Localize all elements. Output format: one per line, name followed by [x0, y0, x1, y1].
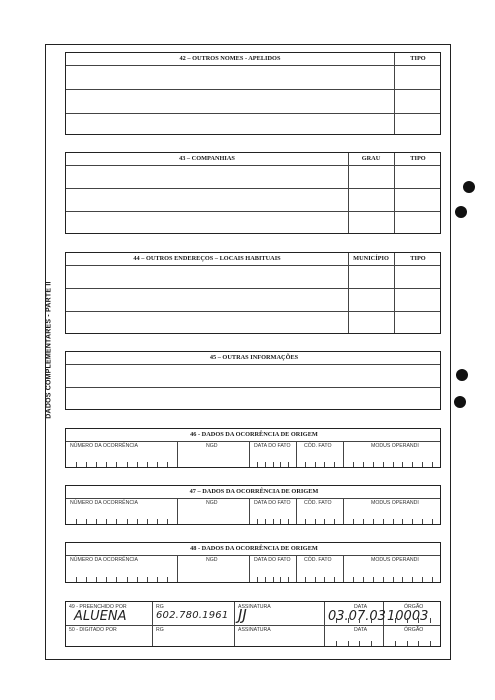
digit-tick: [407, 641, 408, 646]
digit-tick: [86, 577, 87, 582]
digit-tick: [363, 577, 364, 582]
digit-tick: [127, 577, 128, 582]
digit-tick: [280, 519, 281, 524]
handwritten-orgao: 10003: [387, 609, 429, 624]
digit-tick: [96, 577, 97, 582]
digit-tick: [432, 462, 433, 467]
digit-ticks: [66, 462, 440, 467]
handwritten-signature: JJ: [238, 606, 247, 624]
digit-tick: [167, 519, 168, 524]
section-45-title: 45 – OUTRAS INFORMAÇÕES: [209, 354, 299, 361]
digit-tick: [273, 577, 274, 582]
section-43-title: 43 – COMPANHIAS: [179, 155, 235, 162]
label-ngd: NGD: [206, 557, 218, 563]
digit-tick: [288, 577, 289, 582]
digit-ticks: [66, 577, 440, 582]
label-assinatura-2: ASSINATURA: [238, 627, 271, 633]
digit-tick: [334, 462, 335, 467]
label-modus-operandi: MODUS OPERANDI: [371, 500, 419, 506]
label-rg-2: RG: [156, 627, 164, 633]
digit-tick: [315, 462, 316, 467]
digit-tick: [359, 641, 360, 646]
digit-tick: [96, 462, 97, 467]
section-43-col-grau: GRAU: [361, 155, 381, 162]
digit-tick: [412, 462, 413, 467]
digit-tick: [116, 519, 117, 524]
digit-tick: [373, 519, 374, 524]
punch-hole-3: [456, 369, 468, 381]
digit-tick: [353, 577, 354, 582]
digit-tick: [432, 577, 433, 582]
digit-tick: [353, 462, 354, 467]
label-data-1: DATA: [354, 604, 368, 610]
digit-tick: [359, 618, 360, 623]
digit-tick: [257, 519, 258, 524]
digit-tick: [147, 462, 148, 467]
digit-tick: [422, 519, 423, 524]
digit-tick: [371, 618, 372, 623]
label-cod-fato: CÓD. FATO: [304, 443, 332, 449]
digit-tick: [137, 577, 138, 582]
digit-tick: [324, 577, 325, 582]
digit-tick: [334, 519, 335, 524]
digit-tick: [336, 641, 337, 646]
digit-tick: [76, 577, 77, 582]
digit-tick: [137, 462, 138, 467]
digit-tick: [265, 577, 266, 582]
digit-tick: [383, 577, 384, 582]
digit-tick: [348, 641, 349, 646]
label-orgao-1: ÓRGÃO: [404, 604, 424, 610]
digit-tick: [402, 519, 403, 524]
digit-tick: [157, 577, 158, 582]
digit-tick: [127, 519, 128, 524]
digit-tick: [273, 519, 274, 524]
digit-tick: [393, 462, 394, 467]
label-numero-ocorrencia: NÚMERO DA OCORRÊNCIA: [70, 443, 139, 449]
digit-tick: [373, 577, 374, 582]
label-data-fato: DATA DO FATO: [254, 557, 291, 563]
digit-tick: [280, 462, 281, 467]
digit-tick: [430, 618, 431, 623]
digit-tick: [127, 462, 128, 467]
digit-tick: [157, 462, 158, 467]
digit-tick: [395, 618, 396, 623]
digit-tick: [147, 519, 148, 524]
handwritten-name: ALUENA: [74, 609, 127, 624]
digit-tick: [353, 519, 354, 524]
digit-tick: [393, 577, 394, 582]
label-numero-ocorrencia: NÚMERO DA OCORRÊNCIA: [70, 500, 139, 506]
digit-tick: [106, 462, 107, 467]
section-43-companions: [65, 152, 441, 234]
digit-tick: [106, 519, 107, 524]
digit-tick: [288, 462, 289, 467]
digit-tick: [257, 577, 258, 582]
digit-tick: [280, 577, 281, 582]
side-label: [40, 270, 58, 430]
digit-tick: [430, 641, 431, 646]
section-44-col-municipio: MUNICÍPIO: [353, 255, 389, 262]
digit-tick: [76, 519, 77, 524]
digit-tick: [288, 519, 289, 524]
punch-hole-4: [454, 396, 466, 408]
digit-tick: [432, 519, 433, 524]
digit-tick: [383, 462, 384, 467]
label-assinatura-1: ASSINATURA: [238, 604, 271, 610]
date-ticks-bottom: [66, 641, 440, 646]
handwritten-rg: 602.780.1961: [156, 610, 229, 621]
digit-tick: [76, 462, 77, 467]
digit-tick: [315, 577, 316, 582]
label-ngd: NGD: [206, 500, 218, 506]
digit-tick: [412, 577, 413, 582]
digit-tick: [383, 519, 384, 524]
label-cod-fato: CÓD. FATO: [304, 557, 332, 563]
digit-tick: [157, 519, 158, 524]
digit-tick: [363, 462, 364, 467]
section-44-col-tipo: TIPO: [410, 255, 426, 262]
label-modus-operandi: MODUS OPERANDI: [371, 557, 419, 563]
section-48-origin-occurrence: [65, 542, 441, 583]
digit-tick: [402, 462, 403, 467]
digit-tick: [315, 519, 316, 524]
section-42-title: 42 – OUTROS NOMES - APELIDOS: [179, 55, 281, 62]
section-42-other-names: [65, 52, 441, 135]
section-42-col-tipo: TIPO: [410, 55, 426, 62]
digit-tick: [305, 519, 306, 524]
digit-tick: [418, 618, 419, 623]
digit-tick: [86, 462, 87, 467]
digit-tick: [412, 519, 413, 524]
section-45-other-info: [65, 351, 441, 410]
section-43-col-tipo: TIPO: [410, 155, 426, 162]
punch-hole-2: [455, 206, 467, 218]
section-44-title: 44 – OUTROS ENDEREÇOS – LOCAIS HABITUAIS: [133, 255, 281, 262]
digit-tick: [363, 519, 364, 524]
label-data-fato: DATA DO FATO: [254, 443, 291, 449]
label-orgao-2: ÓRGÃO: [404, 627, 424, 633]
digit-tick: [395, 641, 396, 646]
digit-tick: [137, 519, 138, 524]
label-data-2: DATA: [354, 627, 368, 633]
digit-tick: [371, 641, 372, 646]
digit-tick: [305, 577, 306, 582]
label-data-fato: DATA DO FATO: [254, 500, 291, 506]
label-preenchido-por: 49 - PREENCHIDO POR: [69, 604, 127, 610]
section-47-origin-occurrence: [65, 485, 441, 525]
digit-tick: [348, 618, 349, 623]
digit-tick: [373, 462, 374, 467]
section-47-title: 47 – DADOS DA OCORRÊNCIA DE ORIGEM: [189, 488, 319, 495]
section-46-origin-occurrence: [65, 428, 441, 468]
digit-tick: [336, 618, 337, 623]
digit-tick: [116, 462, 117, 467]
digit-tick: [402, 577, 403, 582]
digit-tick: [334, 577, 335, 582]
label-cod-fato: CÓD. FATO: [304, 500, 332, 506]
digit-tick: [407, 618, 408, 623]
footer-signature-block: [65, 601, 441, 647]
digit-tick: [393, 519, 394, 524]
digit-tick: [257, 462, 258, 467]
section-44-other-addresses: [65, 252, 441, 334]
digit-tick: [422, 462, 423, 467]
digit-tick: [86, 519, 87, 524]
date-ticks-top: [66, 618, 440, 623]
digit-tick: [167, 577, 168, 582]
digit-tick: [305, 462, 306, 467]
digit-tick: [265, 519, 266, 524]
digit-tick: [273, 462, 274, 467]
digit-tick: [265, 462, 266, 467]
digit-tick: [324, 462, 325, 467]
section-48-title: 48 - DADOS DA OCORRÊNCIA DE ORIGEM: [190, 545, 318, 552]
digit-tick: [96, 519, 97, 524]
label-modus-operandi: MODUS OPERANDI: [371, 443, 419, 449]
digit-tick: [147, 577, 148, 582]
digit-tick: [116, 577, 117, 582]
side-label-text: DADOS COMPLEMENTARES - PARTE II: [45, 281, 53, 419]
digit-tick: [422, 577, 423, 582]
label-ngd: NGD: [206, 443, 218, 449]
label-numero-ocorrencia: NÚMERO DA OCORRÊNCIA: [70, 557, 139, 563]
digit-ticks: [66, 519, 440, 524]
punch-hole-1: [463, 181, 475, 193]
digit-tick: [167, 462, 168, 467]
label-digitado-por: 50 - DIGITADO POR: [69, 627, 117, 633]
label-rg-1: RG: [156, 604, 164, 610]
section-46-title: 46 - DADOS DA OCORRÊNCIA DE ORIGEM: [190, 431, 318, 438]
handwritten-date: 03.07.03: [328, 609, 386, 624]
digit-tick: [106, 577, 107, 582]
digit-tick: [324, 519, 325, 524]
digit-tick: [418, 641, 419, 646]
